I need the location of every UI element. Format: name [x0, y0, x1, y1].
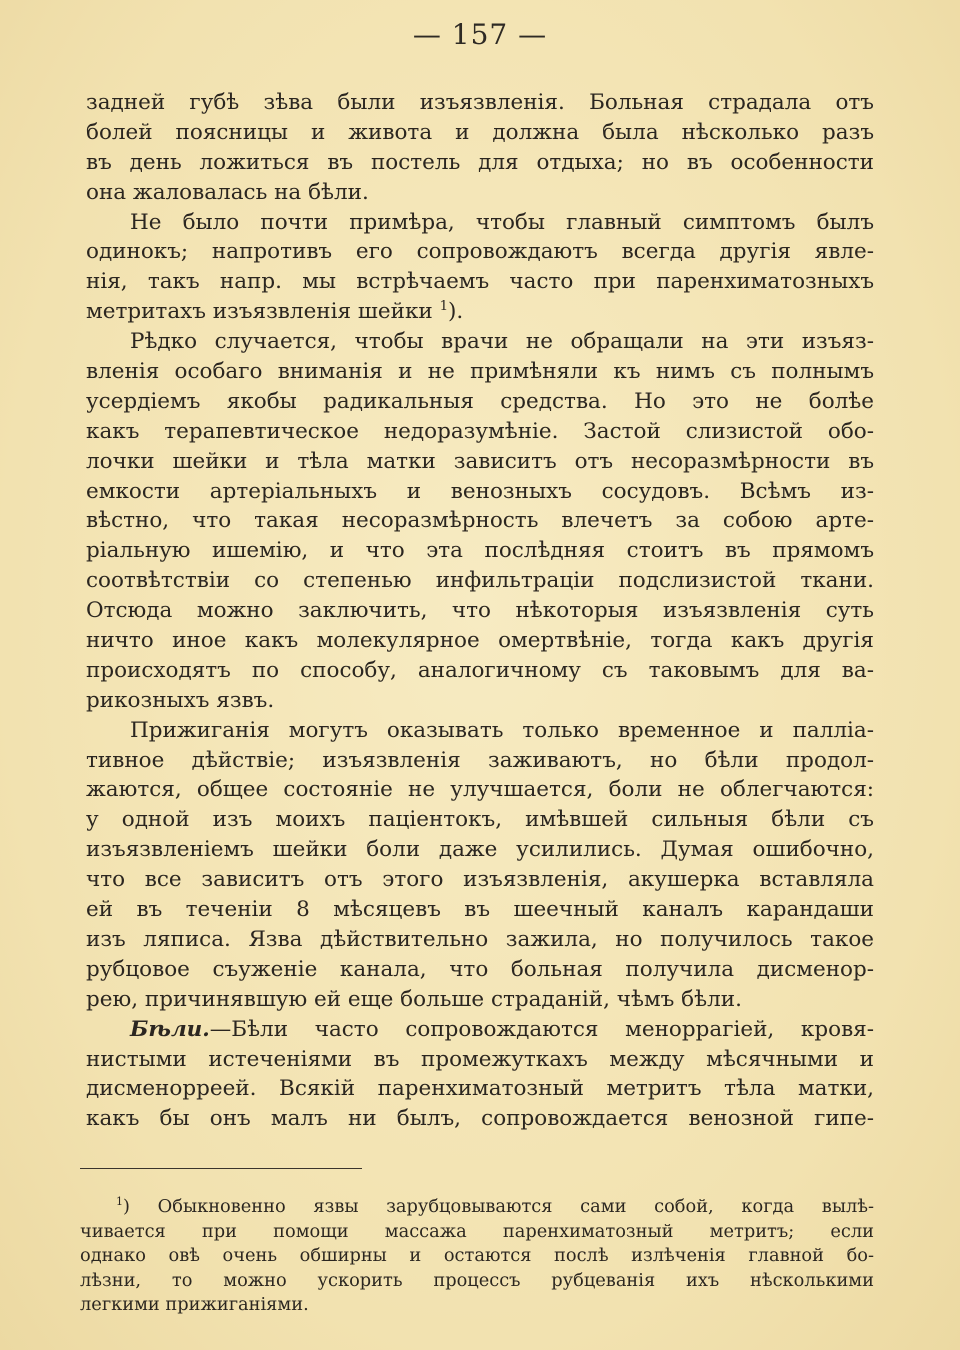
text-line: ріальную ишемію, и что эта послѣдняя стоитъ въ прямомъ [86, 538, 874, 564]
footnote-line: однако овѣ очень обширны и остаются послѣ излѣченія главной бо- [80, 1245, 874, 1267]
text-segment: ). [448, 299, 464, 325]
text-line: какъ терапевтическое недоразумѣніе. Застой слизистой обо- [86, 418, 874, 444]
footnote-reference[interactable]: 1 [439, 299, 449, 315]
text-line: тивное дѣйствіе; изъязвленія заживаютъ, но бѣли продол- [86, 747, 874, 773]
text-line [86, 297, 874, 327]
paragraph-1 [86, 88, 874, 208]
main-text [86, 88, 874, 1134]
text-line: задней губѣ зѣва были изъязвленія. Больная страдала отъ [86, 90, 874, 115]
text-line: рикозныхъ язвъ. [86, 687, 275, 713]
text-line: емкости артеріальныхъ и венозныхъ сосудовъ. Всѣмъ из- [86, 478, 874, 504]
paragraph-5 [86, 1015, 874, 1135]
paragraph-2 [86, 208, 874, 328]
footnote [80, 1195, 874, 1318]
text-line: что все зависитъ отъ этого изъязвленія, акушерка вставляла [86, 867, 874, 893]
text-line: болей поясницы и живота и должна была нѣсколько разъ [86, 119, 874, 145]
text-segment: метритахъ изъязвленія шейки [86, 299, 433, 325]
text-line: лочки шейки и тѣла матки зависитъ отъ несоразмѣрности въ [86, 448, 874, 474]
text-line: рубцовое съуженіе канала, что больная получила дисменор- [86, 956, 874, 982]
footnote-line: легкими прижиганіями. [80, 1294, 309, 1316]
text-line: усердіемъ якобы радикальныя средства. Но это не болѣе [86, 388, 874, 414]
section-heading: Бѣли. [130, 1016, 210, 1042]
text-line [86, 1015, 874, 1045]
text-line: дисменорреей. Всякій паренхиматозный метритъ тѣла матки, [86, 1076, 874, 1102]
text-line: какъ бы онъ малъ ни былъ, сопровождается венозной гипе- [86, 1106, 874, 1132]
text-line: жаются, общее состояніе не улучшается, боли не облегчаются: [86, 777, 874, 803]
text-line: происходятъ по способу, аналогичному съ таковымъ для ва- [86, 657, 874, 683]
text-line: Рѣдко случается, чтобы врачи не обращали на эти изъяз- [130, 329, 874, 355]
text-line: ничто иное какъ молекулярное омертвѣніе, тогда какъ другія [86, 628, 874, 654]
text-line: нія, такъ напр. мы встрѣчаемъ часто при паренхиматозныхъ [86, 269, 874, 295]
footnote-line: лѣзни, то можно ускорить процессъ рубцеванія ихъ нѣсколькими [80, 1269, 874, 1291]
text-line: вѣстно, что такая несоразмѣрность влечетъ за собою арте- [86, 508, 874, 534]
text-line: изъязвленіемъ шейки боли даже усилились. Думая ошибочно, [86, 837, 874, 863]
paragraph-4 [86, 716, 874, 1015]
text-line: у одной изъ моихъ паціентокъ, имѣвшей сильныя бѣли съ [86, 807, 874, 833]
text-line: вленія особаго вниманія и не примѣняли къ нимъ съ полнымъ [86, 359, 874, 385]
paragraph-3 [86, 327, 874, 716]
text-line: соотвѣтствіи со степенью инфильтраціи подслизистой ткани. [86, 568, 874, 594]
footnote-line: чивается при помощи массажа паренхиматозный метритъ; если [80, 1220, 874, 1242]
text-segment: ) Обыкновенно язвы зарубцовываются сами собой, когда вылѣ- [123, 1196, 874, 1217]
text-line: Не было почти примѣра, чтобы главный симптомъ былъ [130, 209, 874, 235]
footnote-marker: 1 [116, 1195, 124, 1209]
text-line: она жаловалась на бѣли. [86, 179, 369, 205]
text-segment: —Бѣли часто сопровождаются меноррагіей, кровя- [209, 1016, 874, 1042]
text-line: ей въ теченіи 8 мѣсяцевъ въ шеечный каналъ карандаши [86, 897, 874, 923]
text-line: Прижиганія могутъ оказывать только временное и палліа- [130, 717, 874, 743]
footnote-divider [80, 1168, 362, 1169]
footnote-line [80, 1195, 874, 1220]
text-line: одинокъ; напротивъ его сопровождаютъ всегда другія явле- [86, 239, 874, 265]
text-line: въ день ложиться въ постель для отдыха; но въ особенности [86, 149, 874, 175]
text-line: Отсюда можно заключить, что нѣкоторыя изъязвленія суть [86, 598, 874, 624]
text-line: нистыми истеченіями въ промежуткахъ между мѣсячными и [86, 1046, 874, 1072]
page-number: — 157 — [412, 18, 548, 51]
text-line: рею, причинявшую ей еще больше страданій, чѣмъ бѣли. [86, 986, 742, 1012]
text-line: изъ ляписа. Язва дѣйствительно зажила, но получилось такое [86, 926, 874, 952]
